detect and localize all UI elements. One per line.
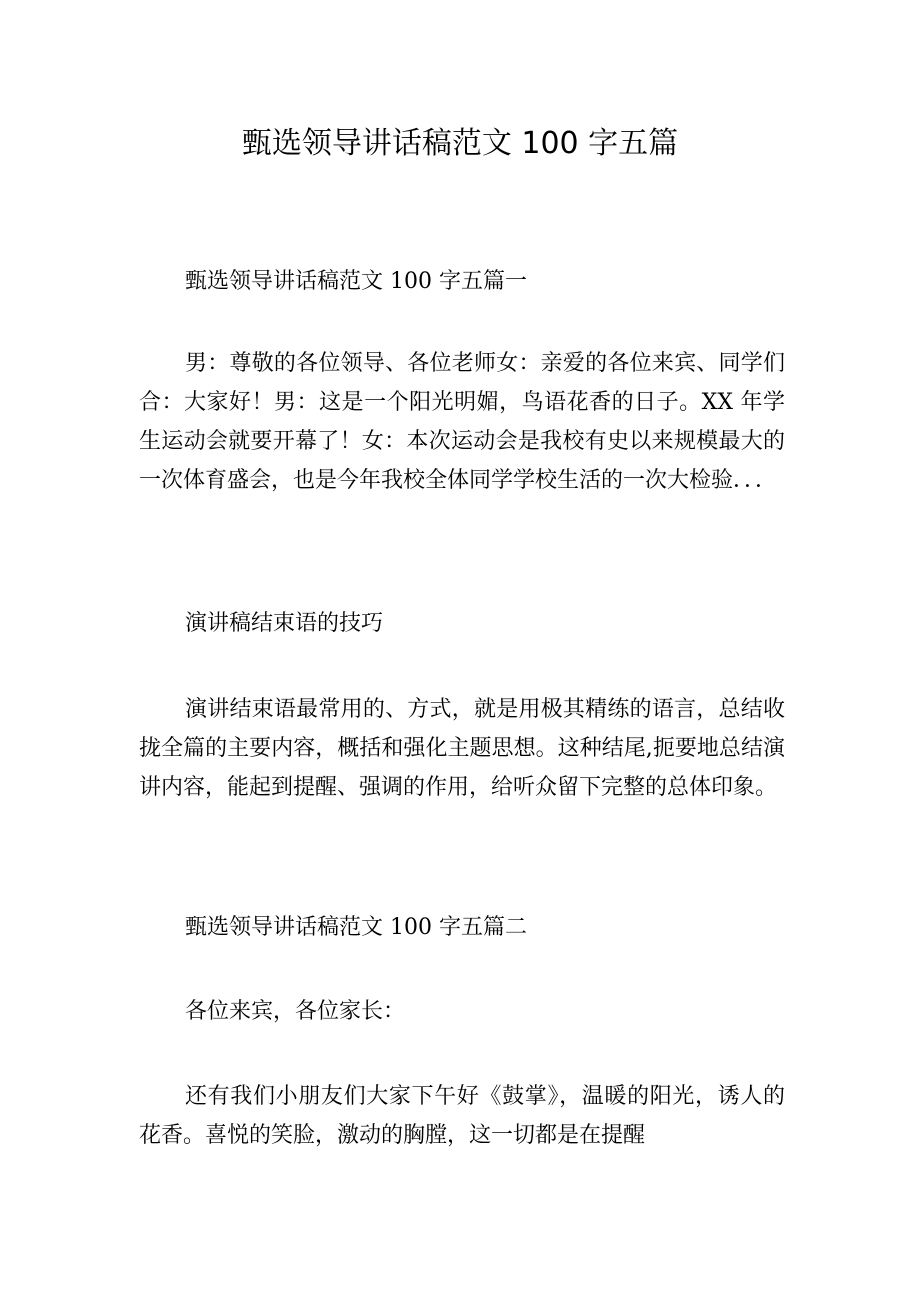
document-title: 甄选领导讲话稿范文 100 字五篇 — [241, 126, 679, 161]
speech-paragraph-1: 男：尊敬的各位领导、各位老师女：亲爱的各位来宾、同学们合：大家好！男：这是一个阳光明媚，鸟语花香的日子。XX 年学生运动会就要开幕了！女：本次运动会是我校有史以来规模最大的一次体育盛会，也是今年我校全体同学学校生活的一次大检验．．． — [139, 351, 785, 493]
tips-heading: 演讲稿结束语的技巧 — [185, 611, 384, 636]
speech-paragraph-2: 还有我们小朋友们大家下午好《鼓掌》，温暖的阳光，诱人的花香。喜悦的笑脸，激动的胸膛，这一切都是在提醒 — [139, 1084, 785, 1148]
greeting-paragraph: 各位来宾，各位家长： — [185, 999, 406, 1024]
section-heading-2: 甄选领导讲话稿范文 100 字五篇二 — [185, 915, 527, 940]
section-heading-1: 甄选领导讲话稿范文 100 字五篇一 — [185, 269, 527, 294]
tips-paragraph: 演讲结束语最常用的、方式，就是用极其精练的语言，总结收拢全篇的主要内容，概括和强化主题思想。这种结尾,扼要地总结演讲内容，能起到提醒、强调的作用，给听众留下完整的总体印象。 — [139, 697, 785, 800]
